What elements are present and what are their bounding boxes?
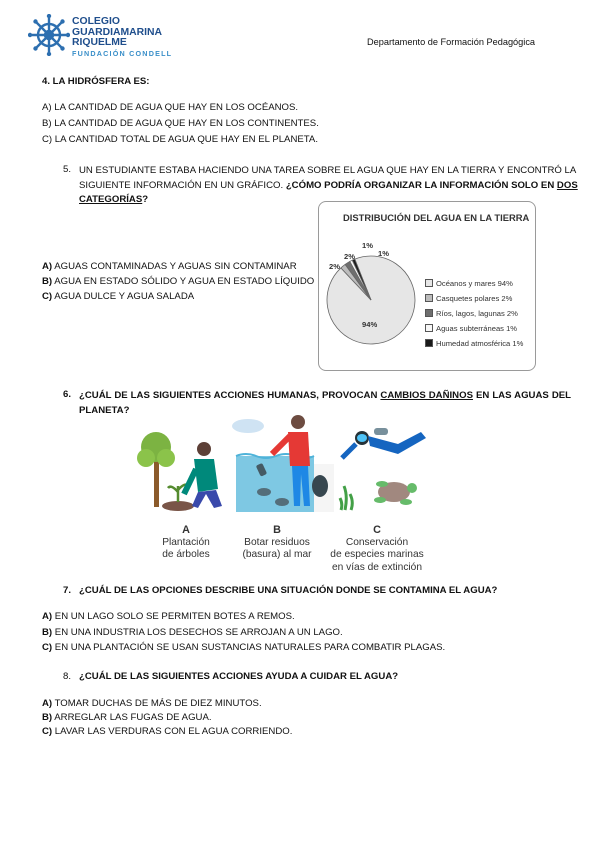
q6-number: 6. xyxy=(63,389,72,400)
q5-line-3-bold: ? xyxy=(142,194,149,205)
legend-label: Casquetes polares 2% xyxy=(436,294,513,303)
legend-swatch xyxy=(425,309,433,317)
q8-option-a xyxy=(42,698,262,709)
tree-planting-illustration xyxy=(137,432,222,511)
q6-illustration xyxy=(136,414,436,522)
q8-option-a-text: TOMAR DUCHAS DE MÁS DE DIEZ MINUTOS. xyxy=(52,698,262,709)
q5-line-2-bold: ¿CÓMO PODRÍA ORGANIZAR LA INFORMACIÓN SOLO EN xyxy=(285,179,557,191)
legend-label: Ríos, lagos, lagunas 2% xyxy=(436,309,518,318)
q5-option-a-text: AGUAS CONTAMINADAS Y AGUAS SIN CONTAMINAR xyxy=(52,261,297,272)
q8-option-c xyxy=(42,726,292,737)
pie-label-ice: 2% xyxy=(329,262,340,271)
q6-option-a-line-2: de árboles xyxy=(162,549,210,560)
q7-option-a xyxy=(42,611,295,622)
q7-option-b xyxy=(42,627,343,638)
q7-option-b-text: EN UNA INDUSTRIA LOS DESECHOS SE ARROJAN A UN LAGO. xyxy=(52,627,343,638)
q6-option-b-line-1: Botar residuos xyxy=(244,536,310,548)
q8-option-c-letter: C) xyxy=(42,726,53,737)
q6-option-c-letter: C xyxy=(373,524,381,536)
q4-option-b: B) LA CANTIDAD DE AGUA QUE HAY EN LOS CONTINENTES. xyxy=(42,118,319,129)
legend-swatch xyxy=(425,279,433,287)
legend-item-rivers xyxy=(425,309,518,318)
q7-option-a-letter: A) xyxy=(42,611,53,622)
q6-line-1-plain: ¿CUÁL DE LAS SIGUIENTES ACCIONES HUMANAS, PROVOCAN xyxy=(79,390,381,401)
trash-in-sea-illustration xyxy=(232,415,334,512)
chart-title: DISTRIBUCIÓN DEL AGUA EN LA TIERRA xyxy=(343,212,530,223)
legend-swatch xyxy=(425,294,433,302)
q8-number: 8. xyxy=(63,671,72,682)
logo-line-3: RIQUELME xyxy=(72,37,127,48)
q4-option-a: A) LA CANTIDAD DE AGUA QUE HAY EN LOS OCÉANOS. xyxy=(42,102,299,113)
logo-line-1: COLEGIO xyxy=(72,16,120,27)
q6-option-a-line-1: Plantación xyxy=(162,536,210,548)
logo-subtitle: FUNDACIÓN CONDELL xyxy=(72,48,173,58)
q4-option-c: C) LA CANTIDAD TOTAL DE AGUA QUE HAY EN EL PLANETA. xyxy=(42,134,318,145)
legend-item-groundwater xyxy=(425,324,517,333)
pie-label-groundwater: 1% xyxy=(362,241,373,250)
q7-title: ¿CUÁL DE LAS OPCIONES DESCRIBE UNA SITUACIÓN DONDE SE CONTAMINA EL AGUA? xyxy=(79,585,498,596)
q5-line-1: UN ESTUDIANTE ESTABA HACIENDO UNA TAREA SOBRE EL AGUA QUE HAY EN LA TIERRA Y ENCONTRÓ LA xyxy=(79,165,577,176)
q8-option-c-text: LAVAR LAS VERDURAS CON EL AGUA CORRIENDO. xyxy=(52,726,293,737)
logo-text xyxy=(72,17,172,59)
q6-option-a-letter: A xyxy=(182,524,190,536)
q6-option-b-letter: B xyxy=(273,524,281,536)
q6-option-c xyxy=(327,524,427,574)
q8-option-a-letter: A) xyxy=(42,698,53,709)
legend-label: Aguas subterráneas 1% xyxy=(436,324,518,333)
q6-option-c-line-1: Conservación xyxy=(345,536,409,548)
q6-line-1-underlined: CAMBIOS DAÑINOS xyxy=(380,390,473,401)
q6-option-b xyxy=(232,524,322,562)
marine-conservation-illustration xyxy=(340,428,426,510)
q5-line-2 xyxy=(79,179,578,194)
school-logo xyxy=(28,14,188,64)
q5-line-2-plain: SIGUIENTE INFORMACIÓN EN UN GRÁFICO. xyxy=(79,179,286,191)
q7-option-c xyxy=(42,642,445,653)
q7-option-c-letter: C) xyxy=(42,642,53,653)
q5-option-b-letter: B) xyxy=(42,276,53,287)
q8-option-b xyxy=(42,712,212,723)
q6-option-c-line-3: en vías de extinción xyxy=(331,561,423,573)
q7-option-c-text: EN UNA PLANTACIÓN SE USAN SUSTANCIAS NATURALES PARA COMBATIR PLAGAS. xyxy=(52,642,446,653)
legend-item-ice xyxy=(425,294,512,303)
pie-label-rivers: 2% xyxy=(344,252,355,261)
q6-line-2: PLANETA? xyxy=(79,404,130,416)
q5-option-c-text: AGUA DULCE Y AGUA SALADA xyxy=(52,291,195,302)
q5-option-a xyxy=(42,261,297,272)
q8-option-b-letter: B) xyxy=(42,712,53,723)
q7-option-b-letter: B) xyxy=(42,627,53,638)
q7-option-a-text: EN UN LAGO SOLO SE PERMITEN BOTES A REMOS. xyxy=(52,611,295,622)
water-distribution-chart xyxy=(318,201,536,371)
q5-option-a-letter: A) xyxy=(42,261,53,272)
logo-line-2: GUARDIAMARINA xyxy=(72,26,163,38)
q5-line-2-underlined: DOS xyxy=(556,179,578,191)
ship-wheel-icon xyxy=(28,14,70,56)
legend-label: Humedad atmosférica 1% xyxy=(436,339,524,348)
q5-line-3-underlined: CATEGORÍAS xyxy=(79,194,143,205)
q6-line-1-end: EN LAS AGUAS DEL xyxy=(472,390,572,401)
legend-swatch xyxy=(425,339,433,347)
q6-line-1 xyxy=(79,389,571,404)
q5-option-b-text: AGUA EN ESTADO SÓLIDO Y AGUA EN ESTADO LÍQUIDO xyxy=(52,276,315,287)
pie-label-humidity: 1% xyxy=(378,249,389,258)
q6-option-b-line-2: (basura) al mar xyxy=(242,549,312,560)
pie-label-oceans: 94% xyxy=(362,320,378,329)
department-label: Departamento de Formación Pedagógica xyxy=(367,37,536,47)
legend-item-oceans xyxy=(425,279,513,288)
q4-title: 4. LA HIDRÓSFERA ES: xyxy=(42,76,150,87)
q5-number: 5. xyxy=(63,164,72,175)
q5-option-b xyxy=(42,276,314,287)
q6-option-c-line-2: de especies marinas xyxy=(330,549,424,560)
q8-option-b-text: ARREGLAR LAS FUGAS DE AGUA. xyxy=(52,712,212,723)
legend-label: Océanos y mares 94% xyxy=(436,279,513,288)
legend-item-humidity xyxy=(425,339,523,348)
q5-option-c xyxy=(42,291,194,302)
q7-number: 7. xyxy=(63,585,72,596)
q8-title: ¿CUÁL DE LAS SIGUIENTES ACCIONES AYUDA A CUIDAR EL AGUA? xyxy=(79,671,399,682)
q6-option-a xyxy=(146,524,226,562)
legend-swatch xyxy=(425,324,433,332)
q5-option-c-letter: C) xyxy=(42,291,53,302)
